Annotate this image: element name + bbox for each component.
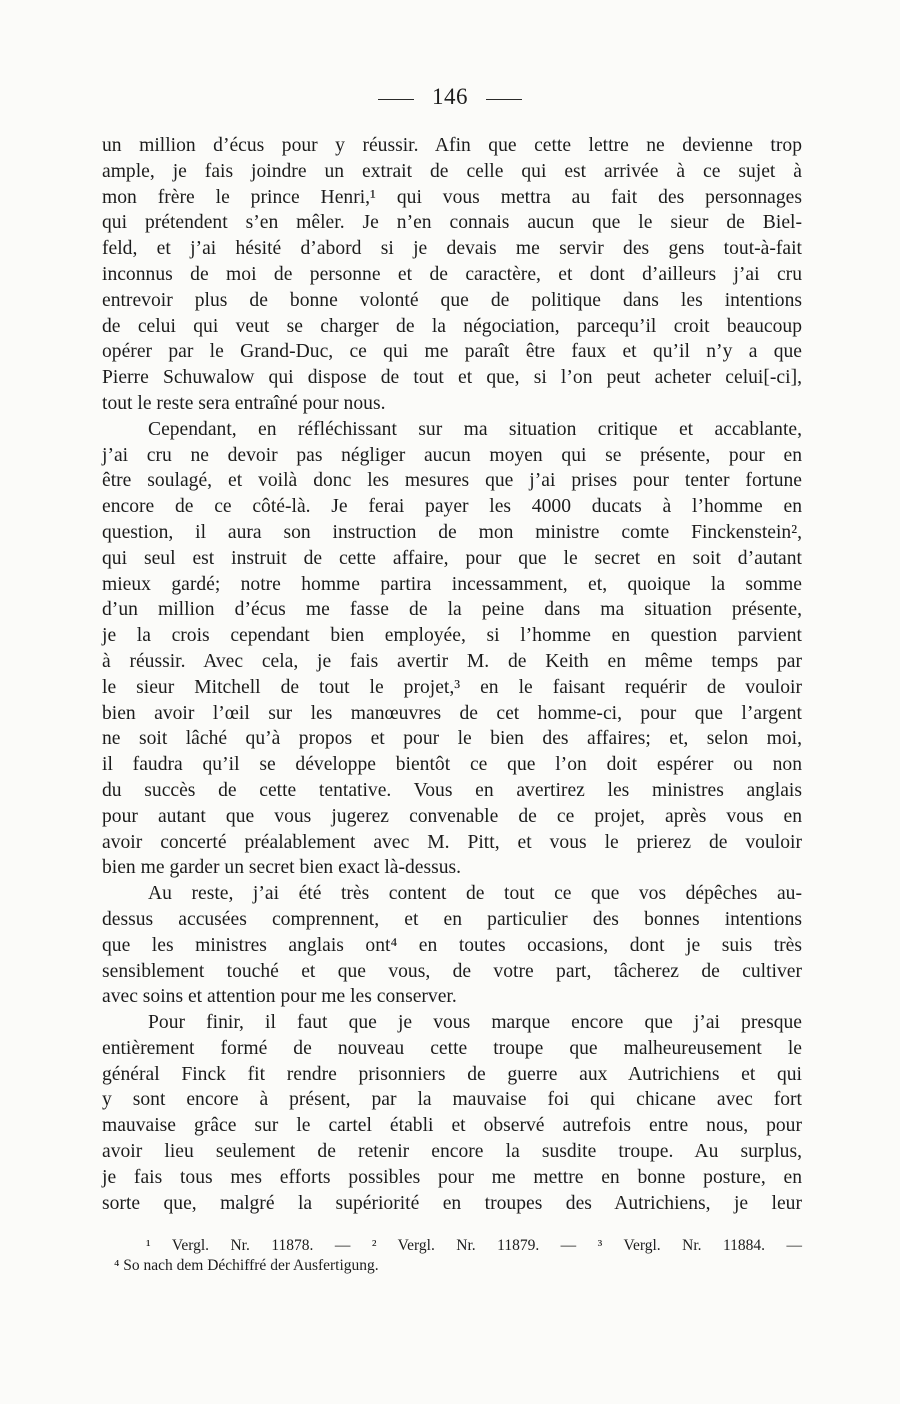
text-line: ample, je fais joindre un extrait de celle qui est arrivée à ce sujet à <box>102 160 802 182</box>
text-line: je fais tous mes efforts possibles pour me mettre en bonne posture, en <box>102 1166 802 1188</box>
text-line: Pierre Schuwalow qui dispose de tout et que, si l’on peut acheter celui[-ci], <box>102 367 802 389</box>
text-line: le sieur Mitchell de tout le projet,³ en le faisant requérir de vouloir <box>102 676 802 698</box>
text-line: avec soins et attention pour me les conserver. <box>102 986 457 1008</box>
header-dash-left <box>378 99 414 100</box>
text-line: sensiblement touché et que vous, de votre part, tâcherez de cultiver <box>102 960 802 982</box>
body-text <box>102 133 802 1216</box>
text-line: Cependant, en réfléchissant sur ma situation critique et accablante, <box>148 418 802 440</box>
text-line: bien me garder un secret bien exact là-dessus. <box>102 857 462 879</box>
text-line: mieux gardé; notre homme partira incessamment, et, quoique la somme <box>102 573 802 595</box>
text-line: bien avoir l’œil sur les manœuvres de cet homme-ci, pour que l’argent <box>102 702 802 724</box>
text-line: entrevoir plus de bonne volonté que de politique dans les intentions <box>102 289 802 311</box>
text-line: feld, et j’ai hésité d’abord si je devais me servir des gens tout-à-fait <box>102 238 802 260</box>
footnotes <box>102 1236 802 1276</box>
text-line: Au reste, j’ai été très content de tout ce que vos dépêches au- <box>148 883 802 905</box>
text-line: opérer par le Grand-Duc, ce qui me paraît être faux et qu’il n’y a que <box>102 341 802 363</box>
text-line: mauvaise grâce sur le cartel établi et observé autrefois entre nous, pour <box>102 1115 802 1137</box>
text-line: inconnus de moi de personne et de caractère, et dont d’ailleurs j’ai cru <box>102 263 802 285</box>
text-line: être soulagé, et voilà donc les mesures que j’ai prises pour tenter fortune <box>102 470 802 492</box>
text-line: de celui qui veut se charger de la négociation, parcequ’il croit beaucoup <box>102 315 802 337</box>
text-line: à réussir. Avec cela, je fais avertir M. de Keith en même temps par <box>102 650 802 672</box>
text-line: un million d’écus pour y réussir. Afin que cette lettre ne devienne trop <box>102 135 802 156</box>
page-number: 146 <box>432 84 468 109</box>
text-line: je la crois cependant bien employée, si l’homme en question parvient <box>102 625 802 647</box>
text-line: avoir lieu seulement de retenir encore la susdite troupe. Au surplus, <box>102 1141 802 1163</box>
text-line: il faudra qu’il se développe bientôt ce que l’on doit espérer ou non <box>102 754 802 776</box>
text-line: entièrement formé de nouveau cette troupe que malheureusement le <box>102 1037 802 1059</box>
text-line: encore de ce côté-là. Je ferai payer les 4000 ducats à l’homme en <box>102 496 802 518</box>
page-header <box>0 84 900 110</box>
footnote-line: ⁴ So nach dem Déchiffré der Ausfertigung. <box>114 1257 379 1274</box>
text-line: général Finck fit rendre prisonniers de guerre aux Autrichiens et qui <box>102 1063 802 1085</box>
text-line: y sont encore à présent, par la mauvaise foi qui chicane avec fort <box>102 1089 802 1111</box>
text-line: sorte que, malgré la supériorité en troupes des Autrichiens, je leur <box>102 1192 802 1214</box>
text-line: avoir concerté préalablement avec M. Pitt, et vous le prierez de vouloir <box>102 831 802 853</box>
text-line: tout le reste sera entraîné pour nous. <box>102 392 386 414</box>
text-line: mon frère le prince Henri,¹ qui vous mettra au fait des personnages <box>102 186 802 208</box>
footnote-line: ¹ Vergl. Nr. 11878. — ² Vergl. Nr. 11879. — ³ Vergl. Nr. 11884. — <box>146 1237 802 1254</box>
text-line: que les ministres anglais ont⁴ en toutes occasions, dont je suis très <box>102 934 802 956</box>
text-line: dessus accusées comprennent, et en particulier des bonnes intentions <box>102 908 802 930</box>
text-line: qui seul est instruit de cette affaire, pour que le secret en soit d’autant <box>102 547 802 569</box>
text-line: du succès de cette tentative. Vous en avertirez les ministres anglais <box>102 779 802 801</box>
header-dash-right <box>486 99 522 100</box>
text-line: question, il aura son instruction de mon ministre comte Finckenstein², <box>102 521 802 543</box>
text-line: d’un million d’écus me fasse de la peine dans ma situation présente, <box>102 599 802 621</box>
text-line: qui prétendent s’en mêler. Je n’en connais aucun que le sieur de Biel- <box>102 212 802 234</box>
text-line: pour autant que vous jugerez convenable de ce projet, après vous en <box>102 805 802 827</box>
text-line: j’ai cru ne devoir pas négliger aucun moyen qui se présente, pour en <box>102 444 802 466</box>
text-line: Pour finir, il faut que je vous marque encore que j’ai presque <box>148 1012 802 1034</box>
text-line: ne soit lâché qu’à propos et pour le bien des affaires; et, selon moi, <box>102 728 802 750</box>
